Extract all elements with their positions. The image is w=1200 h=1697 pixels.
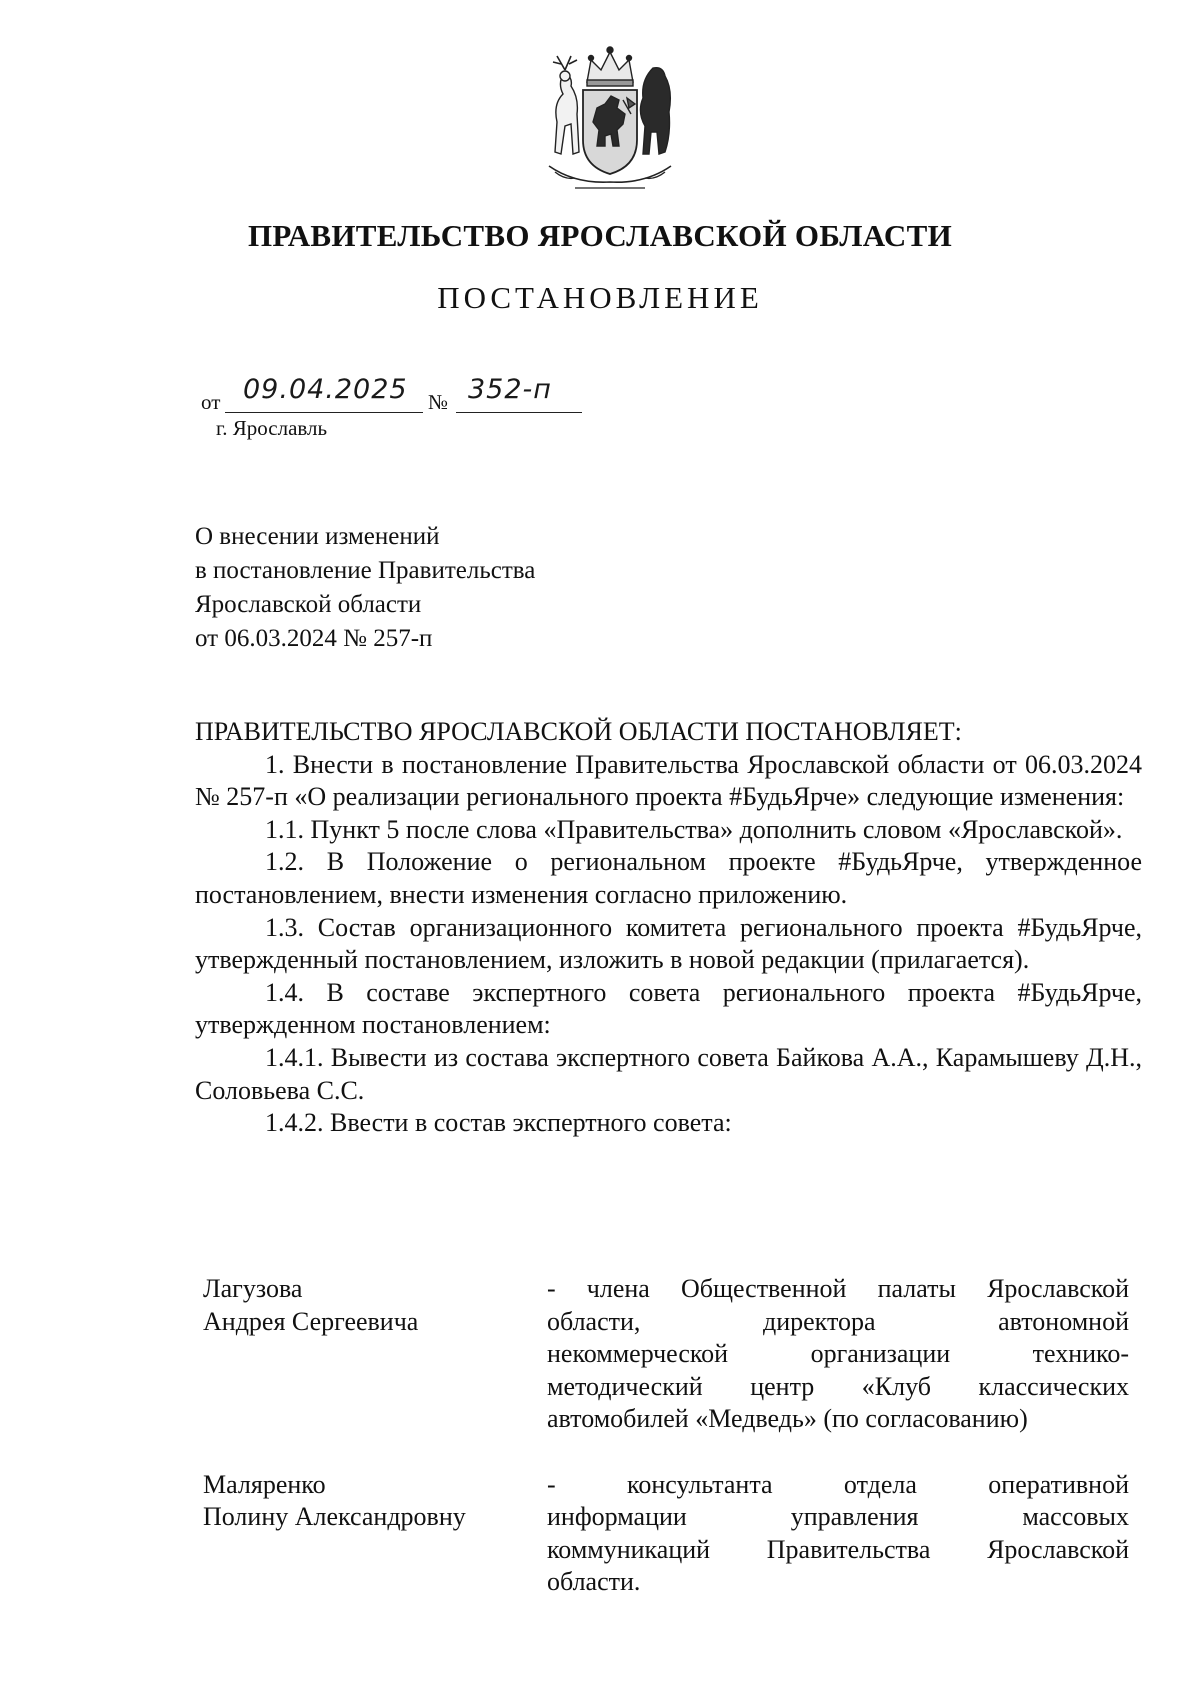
subject-line: от 06.03.2024 № 257-п xyxy=(195,625,433,652)
clause-1: 1. Внести в постановление Правительства Ярославской области от 06.03.2024 № 257-п «О реализации регионального проекта #БудьЯрче» следующие изменения: xyxy=(195,749,1142,812)
government-title: ПРАВИТЕЛЬСТВО ЯРОСЛАВСКОЙ ОБЛАСТИ xyxy=(248,218,952,253)
new-members-list xyxy=(203,1273,1143,1599)
number-handwritten: 352-п xyxy=(468,374,552,405)
document-type: ПОСТАНОВЛЕНИЕ xyxy=(437,280,763,315)
member-name xyxy=(203,1469,547,1599)
date-handwritten: 09.04.2025 xyxy=(243,374,408,405)
document-subject xyxy=(195,520,535,656)
member-description xyxy=(547,1273,1129,1436)
description-line: некоммерческой организации технико- xyxy=(547,1339,1129,1368)
subject-line: О внесении изменений xyxy=(195,523,440,550)
clause-1-2: 1.2. В Положение о региональном проекте #БудьЯрче, утвержденное постановлением, внести изменения согласно приложению. xyxy=(195,847,1142,909)
clause-1-4: 1.4. В составе экспертного совета регионального проекта #БудьЯрче, утвержденном постановлением: xyxy=(195,977,1142,1040)
member-entry xyxy=(203,1469,1143,1599)
description-line: - консультанта отдела оперативной xyxy=(547,1469,1129,1499)
member-given-names: Полину Александровну xyxy=(203,1502,466,1531)
description-line: автомобилей «Медведь» (по согласованию) xyxy=(547,1404,1028,1433)
preamble: ПРАВИТЕЛЬСТВО ЯРОСЛАВСКОЙ ОБЛАСТИ ПОСТАНОВЛЯЕТ: xyxy=(195,717,962,746)
description-line: области, директора автономной xyxy=(547,1306,1129,1336)
document-body xyxy=(195,716,1142,1140)
clause-1-1: 1.1. Пункт 5 после слова «Правительства» дополнить словом «Ярославской». xyxy=(265,814,1123,844)
number-prefix: № xyxy=(428,390,449,414)
clause-1-3: 1.3. Состав организационного комитета регионального проекта #БудьЯрче, утвержденный постановлением, изложить в новой редакции (прилагается). xyxy=(195,912,1142,975)
subject-line: в постановление Правительства xyxy=(195,557,536,584)
yaroslavl-coat-of-arms-icon xyxy=(535,42,685,194)
clause-1-4-2: 1.4.2. Ввести в состав экспертного совета: xyxy=(265,1108,732,1138)
member-given-names: Андрея Сергеевича xyxy=(203,1306,419,1336)
member-surname: Маляренко xyxy=(203,1469,326,1499)
date-prefix: от xyxy=(201,390,221,414)
subject-line: Ярославской области xyxy=(195,591,422,618)
number-underline xyxy=(456,412,582,413)
clause-1-4-1: 1.4.1. Вывести из состава экспертного совета Байкова А.А., Карамышеву Д.Н., Соловьева С.С. xyxy=(195,1042,1142,1105)
member-entry xyxy=(203,1273,1143,1436)
member-surname: Лагузова xyxy=(203,1274,303,1303)
member-name xyxy=(203,1273,547,1436)
registration-line xyxy=(201,374,601,416)
description-line: методический центр «Клуб классических xyxy=(547,1371,1129,1401)
date-underline xyxy=(225,412,423,413)
description-line: - члена Общественной палаты Ярославской xyxy=(547,1274,1129,1303)
description-line: информации управления массовых xyxy=(547,1502,1129,1531)
description-line: области. xyxy=(547,1567,641,1596)
city: г. Ярославль xyxy=(216,416,328,440)
description-line: коммуникаций Правительства Ярославской xyxy=(547,1534,1129,1564)
member-description xyxy=(547,1469,1129,1599)
